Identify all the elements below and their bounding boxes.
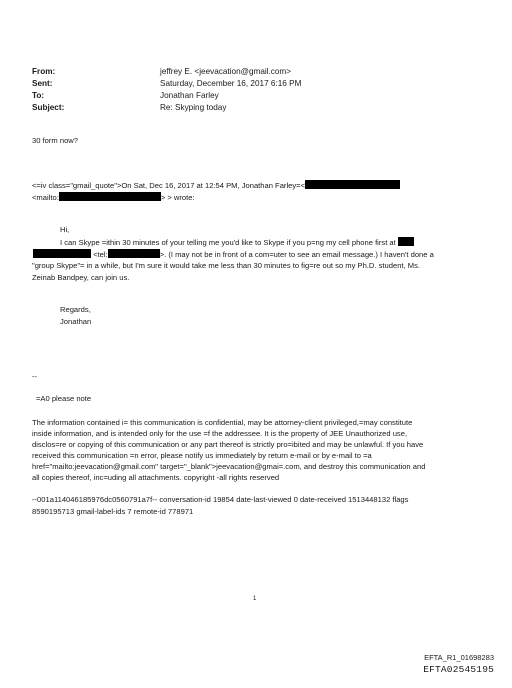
separator-dashes: -- <box>32 372 38 381</box>
to-value: Jonathan Farley <box>160 91 219 100</box>
to-label: To: <box>32 91 45 100</box>
disclaimer-line: disclos=re or copying of this communication or any part thereof is strictly pro=ibited and may be unlawful. If you have <box>32 440 424 449</box>
para1-line-1 <box>60 237 414 249</box>
quote-line-2 <box>32 192 195 204</box>
note-line: =A0 please note <box>36 394 92 403</box>
from-label: From: <box>32 67 56 76</box>
subject-label: Subject: <box>32 103 65 112</box>
page-number: 1 <box>253 596 257 602</box>
quote-line-1 <box>32 180 400 192</box>
redaction-block <box>59 192 161 201</box>
redaction-block <box>33 249 91 258</box>
para1-line-2-start: <tel: <box>93 250 108 259</box>
metadata-line-2: 8590195713 gmail-label-ids 7 remote-id 778971 <box>32 507 194 516</box>
quote-line-2-start: <mailto: <box>32 193 59 202</box>
reply-text: 30 form now? <box>32 136 79 145</box>
redaction-block <box>305 180 400 189</box>
para1-line-3: "group Skype"= in a while, but I'm sure it would take me less than 30 minutes to fig=re out so my Ph.D. student, Ms. <box>32 261 420 270</box>
signature: Jonathan <box>60 317 92 326</box>
disclaimer-line: The information contained i= this communication is confidential, may be attorney-client privileged,=may constitute <box>32 418 413 427</box>
disclaimer-line: all copies thereof, inc=uding all attachments. copyright -all rights reserved <box>32 473 280 482</box>
metadata-line-1: --001a114046185976dc0560791a7f-- conversation-id 19854 date-last-viewed 0 date-received 1513448132 flags <box>32 495 409 504</box>
redaction-block <box>108 249 160 258</box>
disclaimer-line: href="mailto:jeevacation@gmail.com" target="_blank">jeevacation@gmai=.com, and destroy this communication and <box>32 462 426 471</box>
para1-line-2-end: >. (I may not be in front of a com=uter to see an email message.) I haven't done a <box>159 250 434 259</box>
redaction-block <box>398 237 414 246</box>
sent-label: Sent: <box>32 79 53 88</box>
quote-line-2-end: > > wrote: <box>160 193 195 202</box>
para1-line-1-text: I can Skype =ithin 30 minutes of your telling me you'd like to Skype if you p=ng my cell phone first at <box>60 238 396 247</box>
regards: Regards, <box>60 305 91 314</box>
sent-value: Saturday, December 16, 2017 6:16 PM <box>160 79 302 88</box>
subject-value: Re: Skyping today <box>160 103 227 112</box>
disclaimer-line: received this communication =n error, please notify us immediately by return e-mail or by e-mail to =a <box>32 451 372 460</box>
bates-number-small: EFTA_R1_01698283 <box>424 653 494 662</box>
greeting: Hi, <box>60 225 70 234</box>
from-value: jeffrey E. <jeevacation@gmail.com> <box>160 67 292 76</box>
quote-line-1-text: <=iv class="gmail_quote">On Sat, Dec 16, 2017 at 12:54 PM, Jonathan Farley=< <box>32 181 306 190</box>
para1-line-2 <box>33 249 434 261</box>
bates-number-large: EFTA02545195 <box>423 664 494 675</box>
para1-line-4: Zeinab Bandpey, can join us. <box>32 273 130 282</box>
disclaimer-line: inside information, and is intended only for the use =f the addressee. It is the property of JEE Unauthorized use, <box>32 429 408 438</box>
